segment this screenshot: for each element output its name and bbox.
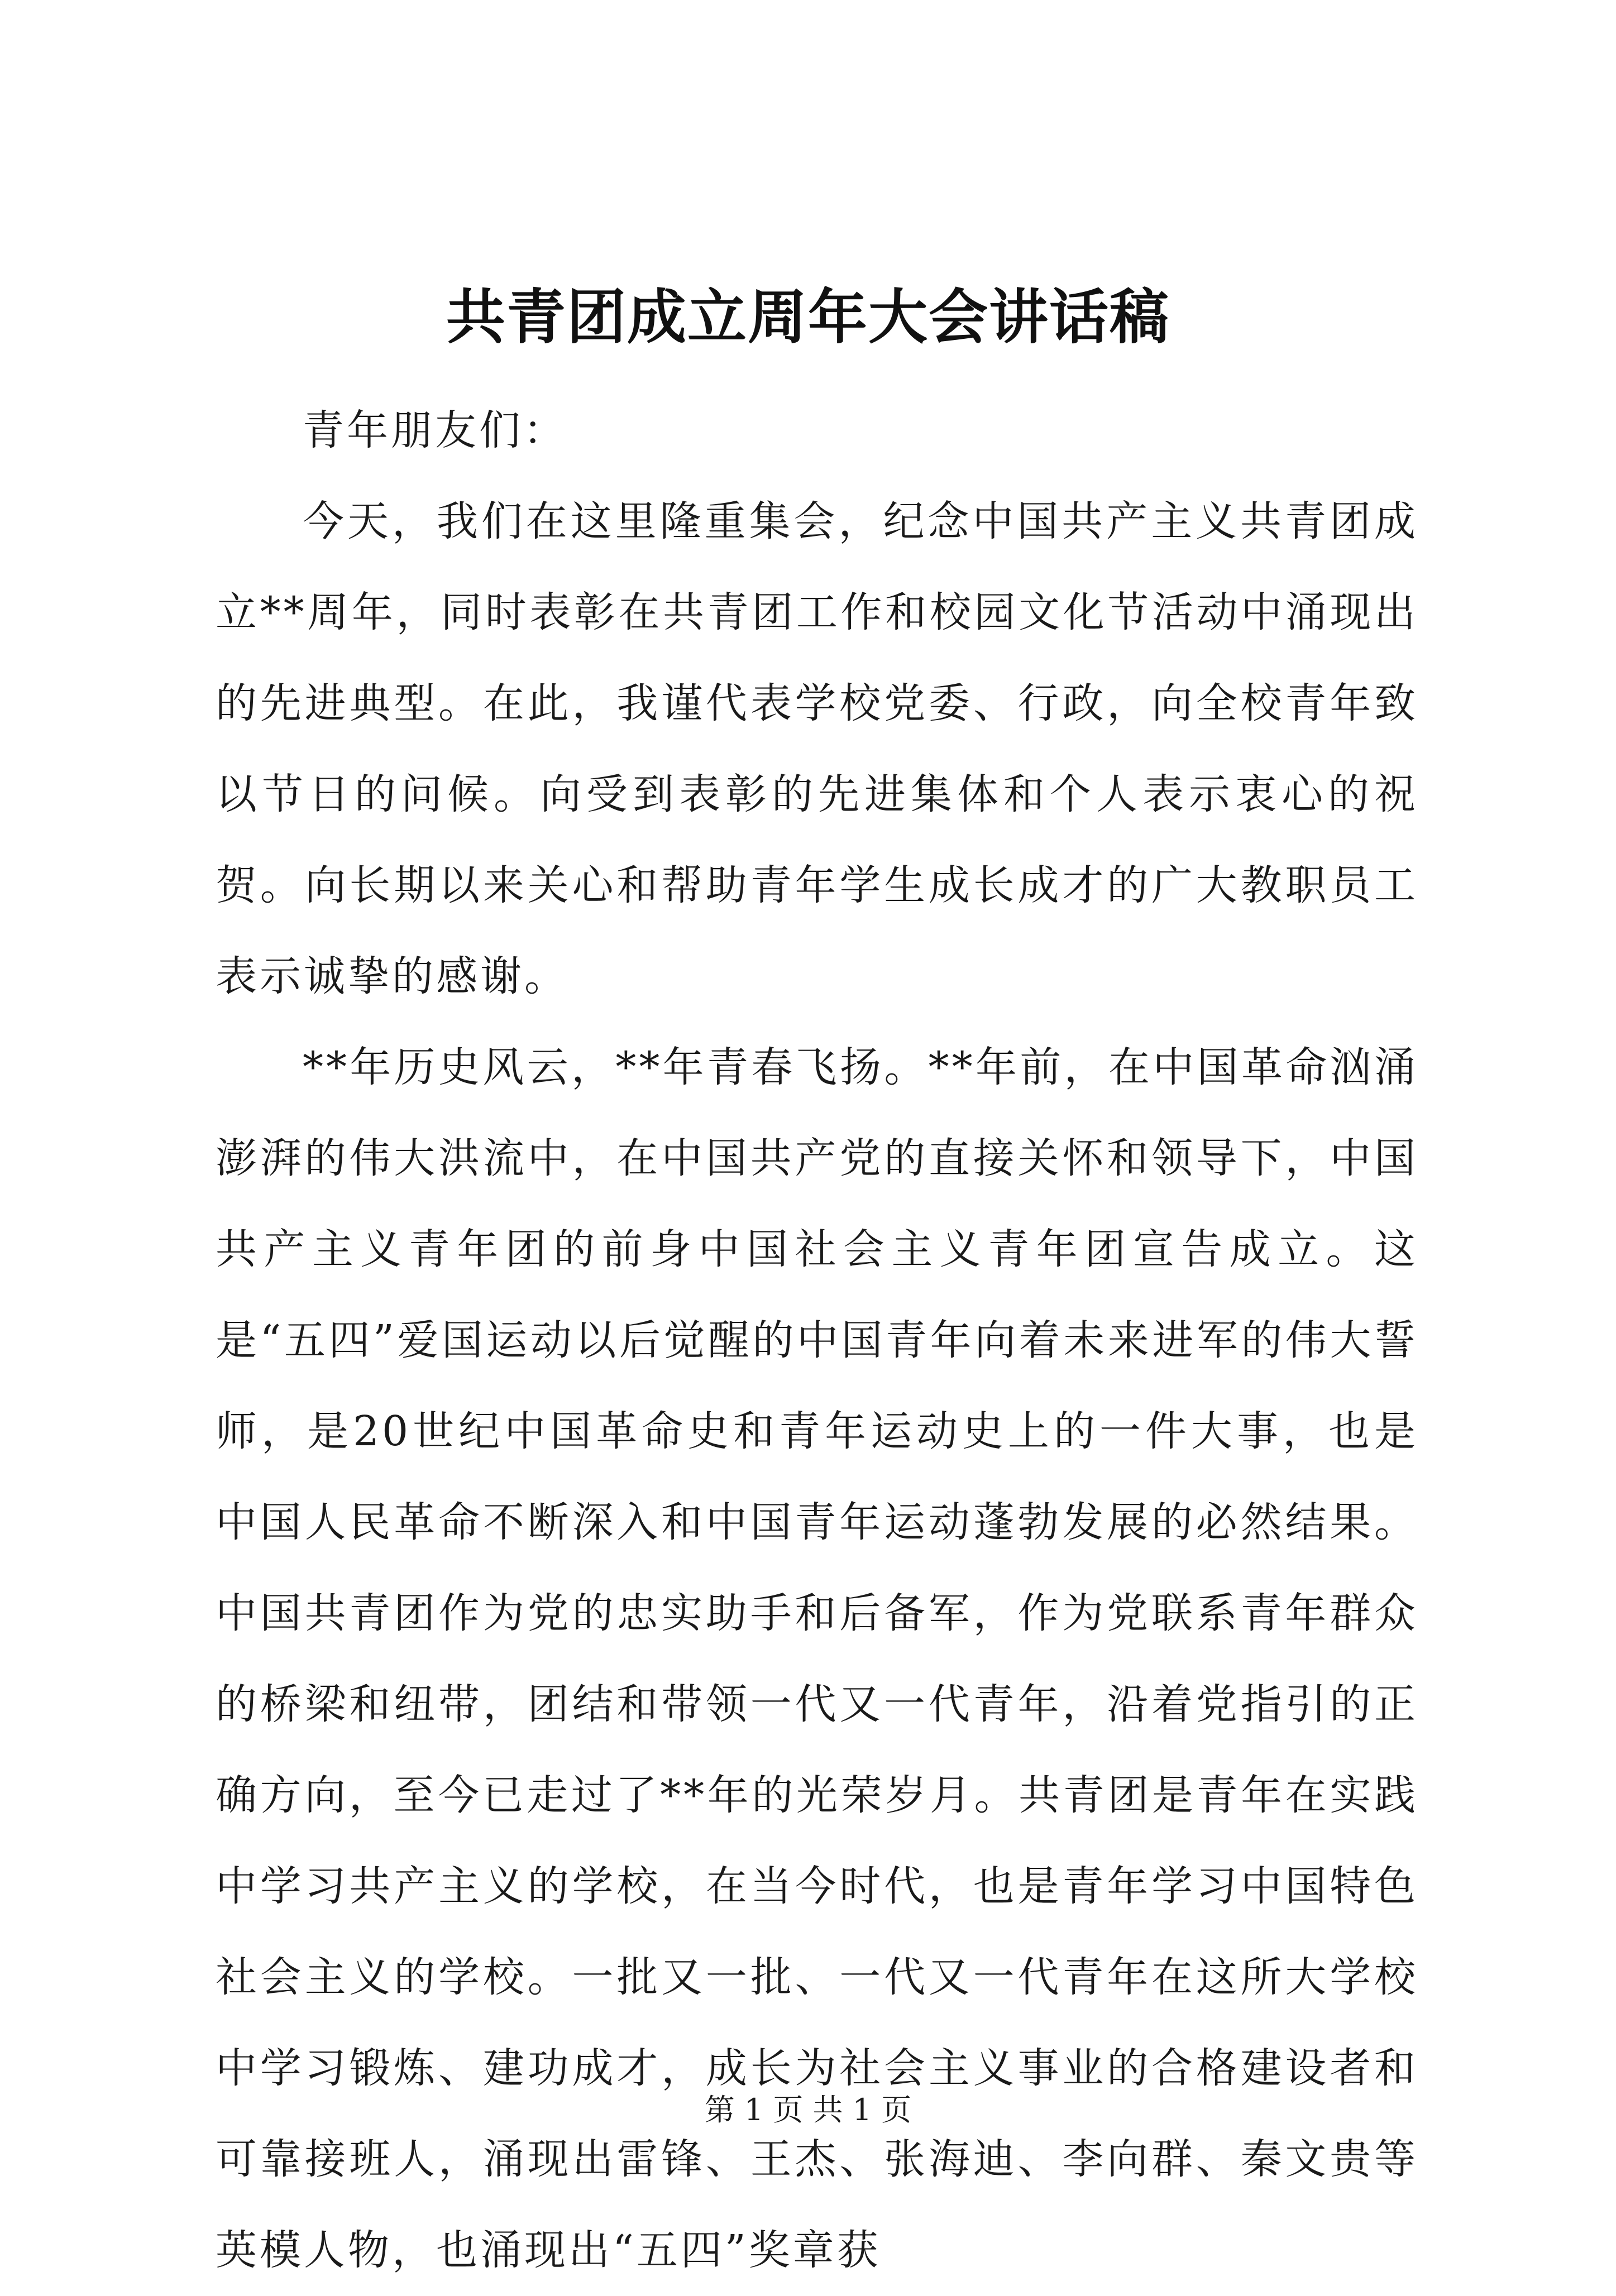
document-body <box>216 385 1418 2296</box>
document-title: 共青团成立周年大会讲话稿 <box>446 282 1170 352</box>
salutation: 青年朋友们： <box>303 406 567 454</box>
paragraph-1: 今天，我们在这里隆重集会，纪念中国共产主义共青团成立**周年，同时表彰在共青团工作和校园文化节活动中涌现出的先进典型。在此，我谨代表学校党委、行政，向全校青年致以节日的问候。向受到表彰的先进集体和个人表示衷心的祝贺。向长期以来关心和帮助青年学生成长成才的广大教职员工表示诚挚的感谢。 <box>216 497 1418 1000</box>
page-number-footer: 第 1 页 共 1 页 <box>704 2092 912 2127</box>
paragraph-2: **年历史风云，**年青春飞扬。**年前，在中国革命汹涌澎湃的伟大洪流中，在中国共产党的直接关怀和领导下，中国共产主义青年团的前身中国社会主义青年团宣告成立。这是“五四”爱国运动以后觉醒的中国青年向着未来进军的伟大誓师，是20世纪中国革命史和青年运动史上的一件大事，也是中国人民革命不断深入和中国青年运动蓬勃发展的必然结果。中国共青团作为党的忠实助手和后备军，作为党联系青年群众的桥梁和纽带，团结和带领一代又一代青年，沿着党指引的正确方向，至今已走过了**年的光荣岁月。共青团是青年在实践中学习共产主义的学校，在当今时代，也是青年学习中国特色社会主义的学校。一批又一批、一代又一代青年在这所大学校中学习锻炼、建功成才，成长为社会主义事业的合格建设者和可靠接班人，涌现出雷锋、王杰、张海迪、李向群、秦文贵等英模人物，也涌现出“五四”奖章获 <box>216 1043 1418 2274</box>
